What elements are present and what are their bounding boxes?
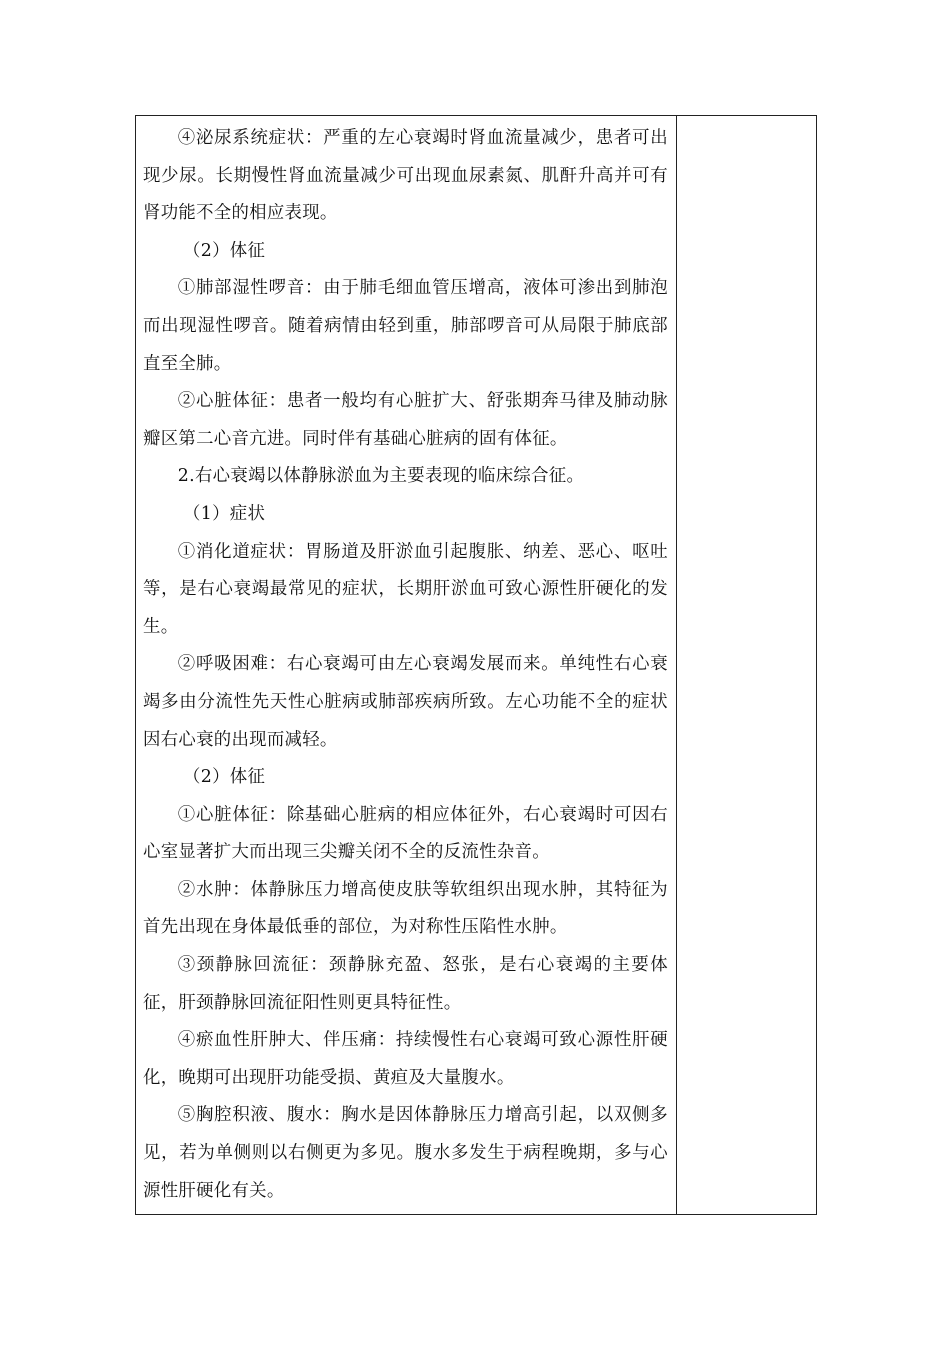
notes-cell [677,116,816,1214]
paragraph: ①心脏体征：除基础心脏病的相应体征外，右心衰竭时可因右心室显著扩大而出现三尖瓣关闭不全的反流性杂音。 [143,804,668,863]
paragraph: ②水肿：体静脉压力增高使皮肤等软组织出现水肿，其特征为首先出现在身体最低垂的部位，为对称性压陷性水肿。 [143,879,668,938]
content-table [135,115,817,1215]
paragraph: ④瘀血性肝肿大、伴压痛：持续慢性右心衰竭可致心源性肝硬化，晚期可出现肝功能受损、黄疸及大量腹水。 [143,1030,668,1088]
paragraph: ②呼吸困难：右心衰竭可由左心衰竭发展而来。单纯性右心衰竭多由分流性先天性心脏病或肺部疾病所致。左心功能不全的症状因右心衰的出现而减轻。 [143,654,668,750]
section-heading: （2）体征 [183,240,266,261]
paragraph: ①消化道症状：胃肠道及肝淤血引起腹胀、纳差、恶心、呕吐等，是右心衰竭最常见的症状，长期肝淤血可致心源性肝硬化的发生。 [143,541,668,637]
paragraph: ②心脏体征：患者一般均有心脏扩大、舒张期奔马律及肺动脉瓣区第二心音亢进。同时伴有基础心脏病的固有体征。 [143,391,668,449]
paragraph: 2.右心衰竭以体静脉淤血为主要表现的临床综合征。 [177,466,585,487]
paragraph: ③颈静脉回流征：颈静脉充盈、怒张，是右心衰竭的主要体征，肝颈静脉回流征阳性则更具特征性。 [143,955,668,1013]
section-heading: （1）症状 [183,503,266,524]
section-heading: （2）体征 [183,767,266,788]
paragraph: ①肺部湿性啰音：由于肺毛细血管压增高，液体可渗出到肺泡而出现湿性啰音。随着病情由轻到重，肺部啰音可从局限于肺底部直至全肺。 [143,278,668,374]
main-text-cell [136,116,677,1214]
paragraph: ⑤胸腔积液、腹水：胸水是因体静脉压力增高引起，以双侧多见，若为单侧则以右侧更为多见。腹水多发生于病程晚期，多与心源性肝硬化有关。 [143,1105,668,1201]
paragraph: ④泌尿系统症状：严重的左心衰竭时肾血流量减少，患者可出现少尿。长期慢性肾血流量减少可出现血尿素氮、肌酐升高并可有肾功能不全的相应表现。 [143,128,668,224]
